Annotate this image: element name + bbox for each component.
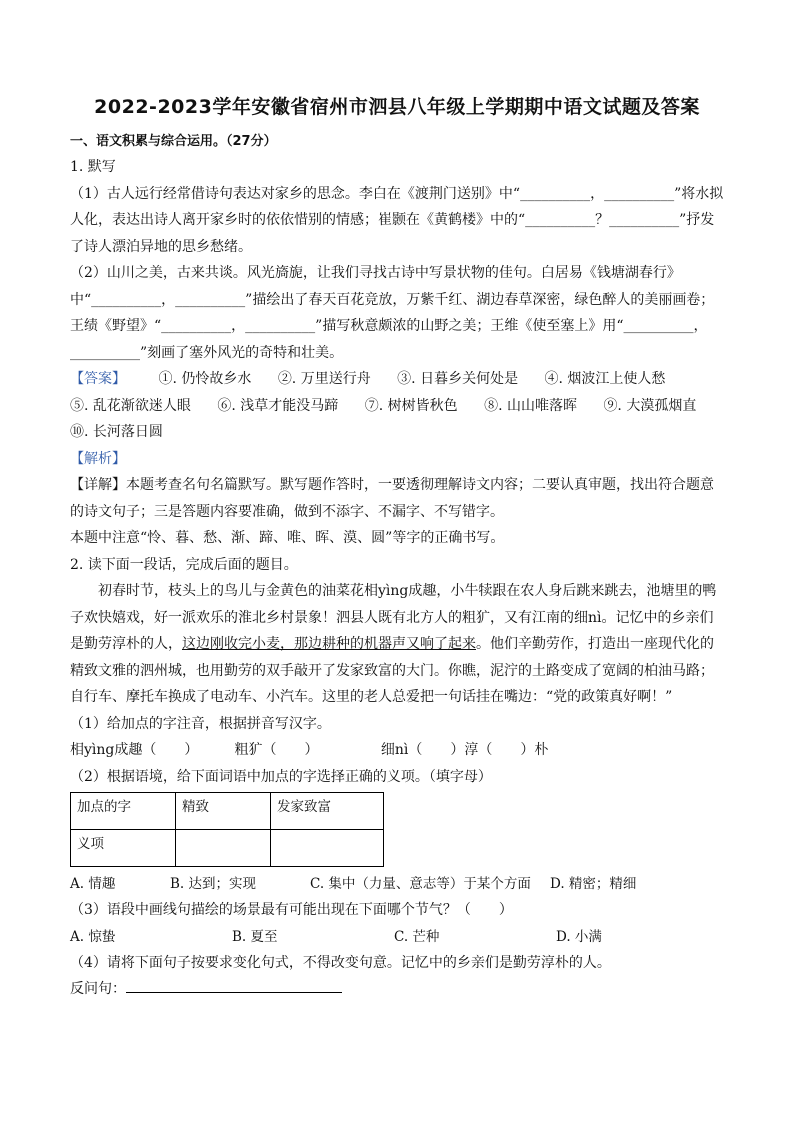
answer-item: ⑦. 树树皆秋色	[364, 397, 458, 414]
answer-blank	[126, 978, 342, 993]
section-heading: 一、语文积累与综合运用。（27分）	[70, 134, 277, 149]
reading-passage	[70, 578, 724, 711]
blank-item: 粗犷（ ）	[234, 742, 319, 758]
subquestion-3-options	[70, 924, 724, 950]
table-row	[71, 830, 384, 867]
answer-item: ④. 烟波江上使人愁	[544, 371, 666, 387]
subquestion-1: （1）给加点的字注音，根据拼音写汉字。	[70, 715, 331, 732]
table-cell: 精致	[176, 793, 271, 830]
subquestion-2-options	[70, 871, 724, 897]
option: A. 惊蛰	[70, 928, 116, 945]
option: C. 芒种	[394, 928, 440, 945]
underlined-sentence: 这边刚收完小麦，那边耕种的机器声又响了起来	[182, 636, 476, 652]
option: D. 精密；精细	[550, 876, 637, 892]
answer-item: ⑩. 长河落日圆	[70, 424, 163, 440]
table-row	[71, 793, 384, 830]
answer-line	[70, 366, 724, 446]
table-cell: 加点的字	[71, 793, 176, 830]
answer-item: ①. 仍怜故乡水	[158, 371, 252, 387]
page-title: 2022-2023学年安徽省宿州市泗县八年级上学期期中语文试题及答案	[94, 96, 700, 118]
question-1-part-2: （2）山川之美，古来共谈。风光旖旎，让我们寻找古诗中写景状物的佳句。白居易《钱塘湖春行》中“__________，__________”描绘出了春天百花竞放，万紫千红、湖边春草深密，绿色醉人的美丽画卷；王绩《野望》“__________，__________”描写秋意颇浓的山野之美；王维《使至塞上》用“__________，__________”刻画了塞外风光的奇特和壮美。	[70, 265, 715, 361]
detail-paragraph	[70, 472, 724, 525]
subquestion-4: （4）请将下面句子按要求变化句式，不得改变句意。记忆中的乡亲们是勤劳淳朴的人。	[70, 954, 611, 971]
option: A. 情趣	[70, 876, 116, 892]
question-1-part-1: （1）古人远行经常借诗句表达对家乡的思念。李白在《渡荆门送别》中“__________，__________”将水拟人化，表达出诗人离开家乡时的依依惜别的情感；崔颢在《黄鹤楼》中的“__________？__________”抒发了诗人漂泊异地的思乡愁绪。	[70, 185, 724, 255]
option: B. 夏至	[232, 928, 278, 945]
analysis-tag: 【解析】	[70, 450, 126, 467]
answer-item: ⑨. 大漠孤烟直	[603, 397, 697, 414]
rhetorical-answer-line	[70, 976, 724, 1003]
subquestion-1-items	[70, 737, 724, 764]
answer-item: ③. 日暮乡关何处是	[397, 371, 519, 387]
passage-text: 初春时节，枝头上的鸟儿与金黄色的油菜花相yìng成趣，小牛犊跟在农人身后跳来跳去，池塘里的鸭子欢快嬉戏，好一派欢乐的淮北乡村景象！泗县人既有北方人的粗犷，又有江南的细nì。记忆中的乡亲们是勤劳淳朴的人，	[70, 583, 717, 652]
detail-text: 本题考查名句名篇默写。默写题作答时，一要透彻理解诗文内容；二要认真审题，找出符合题意的诗文句子；三是答题内容要准确，做到不添字、不漏字、不写错字。	[70, 477, 714, 520]
detail-tag: 【详解】	[70, 477, 126, 493]
option: C. 集中（力量、意志等）于某个方面	[310, 876, 531, 892]
answer-item: ②. 万里送行舟	[277, 371, 371, 387]
answer-label: 反问句：	[70, 981, 126, 997]
subquestion-2: （2）根据语境，给下面词语中加点的字选择正确的义项。（填字母）	[70, 768, 492, 785]
answer-item: ⑥. 浅草才能没马蹄	[217, 397, 339, 414]
answer-item: ⑧. 山山唯落晖	[484, 397, 577, 414]
note-paragraph: 本题中注意“怜、暮、愁、渐、蹄、唯、晖、漠、圆”等字的正确书写。	[70, 530, 505, 546]
answer-tag: 【答案】	[70, 371, 126, 387]
question-2-heading: 2. 读下面一段话，完成后面的题目。	[70, 556, 298, 573]
table-cell	[176, 830, 271, 867]
answer-item: ⑤. 乱花渐欲迷人眼	[70, 397, 191, 414]
table-cell: 发家致富	[271, 793, 384, 830]
subquestion-3: （3）语段中画线句描绘的场景最有可能出现在下面哪个节气？（ ）	[70, 902, 513, 918]
blank-item: 相yìng成趣（ ）	[70, 742, 199, 758]
option: B. 达到；实现	[170, 876, 257, 892]
option: D. 小满	[556, 928, 602, 945]
blank-item: 细nì（ ）淳（ ）朴	[380, 742, 549, 758]
question-1-heading: 1. 默写	[70, 159, 116, 175]
table-cell: 义项	[71, 830, 176, 867]
meaning-table	[70, 792, 384, 867]
table-cell	[271, 830, 384, 867]
passage-text: 。他们辛勤劳作，打造出一座现代化的精致文雅的泗州城，也用勤劳的双手敲开了发家致富的大门。你瞧，泥泞的土路变成了宽阔的柏油马路；自行车、摩托车换成了电动车、小汽车。这里的老人总爱把一句话挂在嘴边：“党的政策真好啊！”	[70, 636, 714, 705]
